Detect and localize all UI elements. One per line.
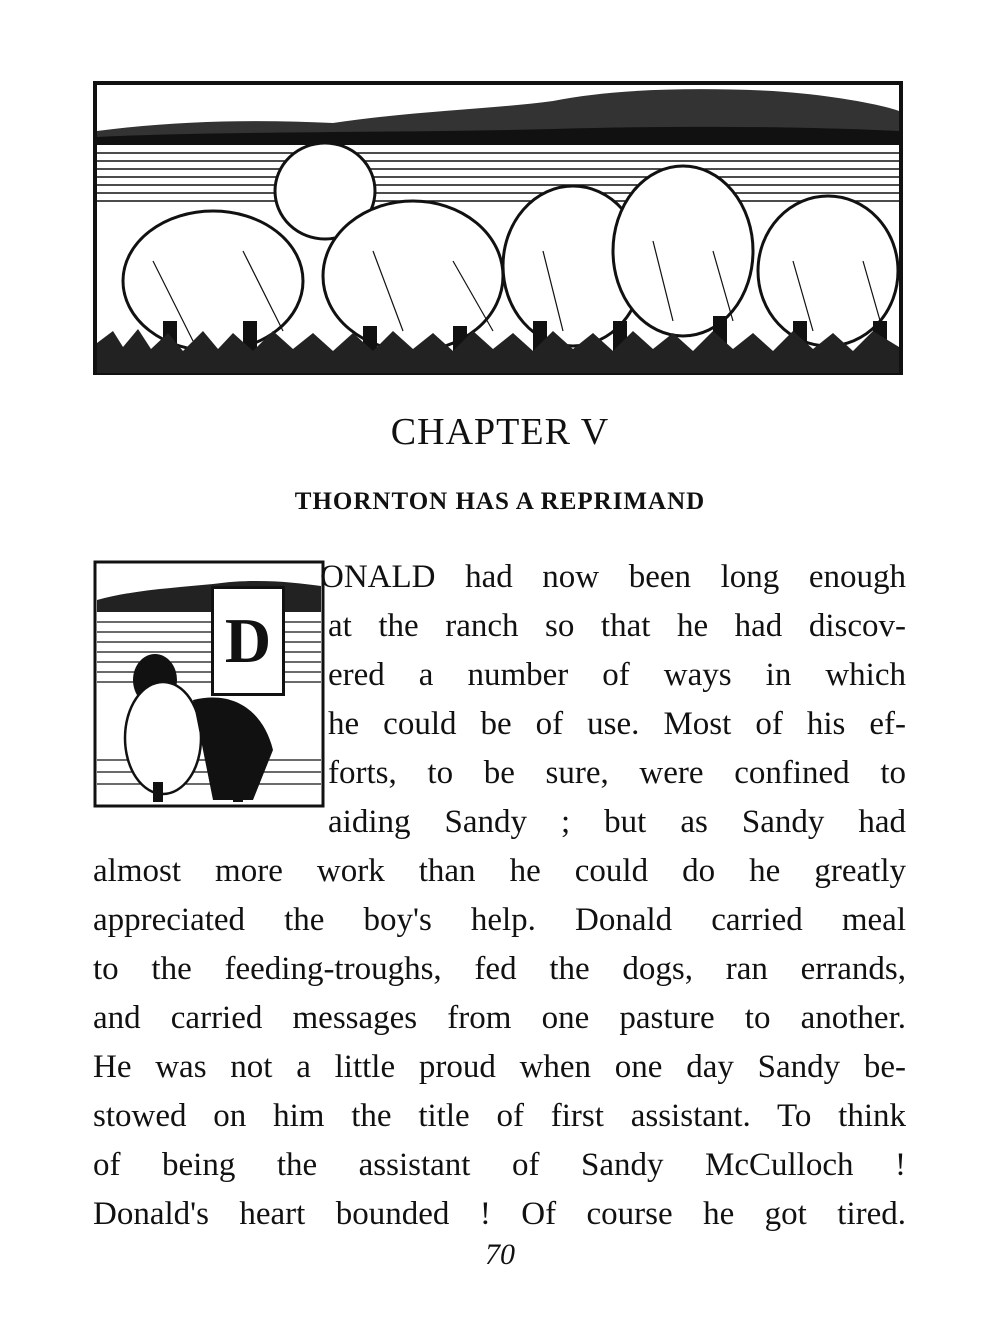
body-line: ONALD had now been long enough	[320, 559, 906, 595]
body-line: he could be of use. Most of his ef-	[328, 706, 906, 742]
chapter-subtitle: THORNTON HAS A REPRIMAND	[294, 488, 706, 515]
body-line: almost more work than he could do he greatly	[93, 853, 906, 889]
header-illustration-sheep	[93, 81, 903, 375]
body-line: of being the assistant of Sandy McCulloch !	[93, 1147, 906, 1183]
page-number: 70	[485, 1238, 515, 1271]
body-line: ered a number of ways in which	[328, 657, 906, 693]
dropcap-letter-panel	[211, 586, 285, 696]
body-line: and carried messages from one pasture to another.	[93, 1000, 906, 1036]
body-line: at the ranch so that he had discov-	[328, 608, 906, 644]
body-line: Donald's heart bounded ! Of course he got tired.	[93, 1196, 906, 1232]
body-line: stowed on him the title of first assistant. To think	[93, 1098, 906, 1134]
body-line: He was not a little proud when one day Sandy be-	[93, 1049, 906, 1085]
body-line: forts, to be sure, were confined to	[328, 755, 906, 791]
body-line: aiding Sandy ; but as Sandy had	[328, 804, 906, 840]
body-line: appreciated the boy's help. Donald carried meal	[93, 902, 906, 938]
dropcap-illustration	[93, 560, 325, 808]
body-line: to the feeding-troughs, fed the dogs, ran errands,	[93, 951, 906, 987]
chapter-title: CHAPTER V	[390, 411, 610, 453]
dropcap-letter: D	[224, 605, 272, 676]
